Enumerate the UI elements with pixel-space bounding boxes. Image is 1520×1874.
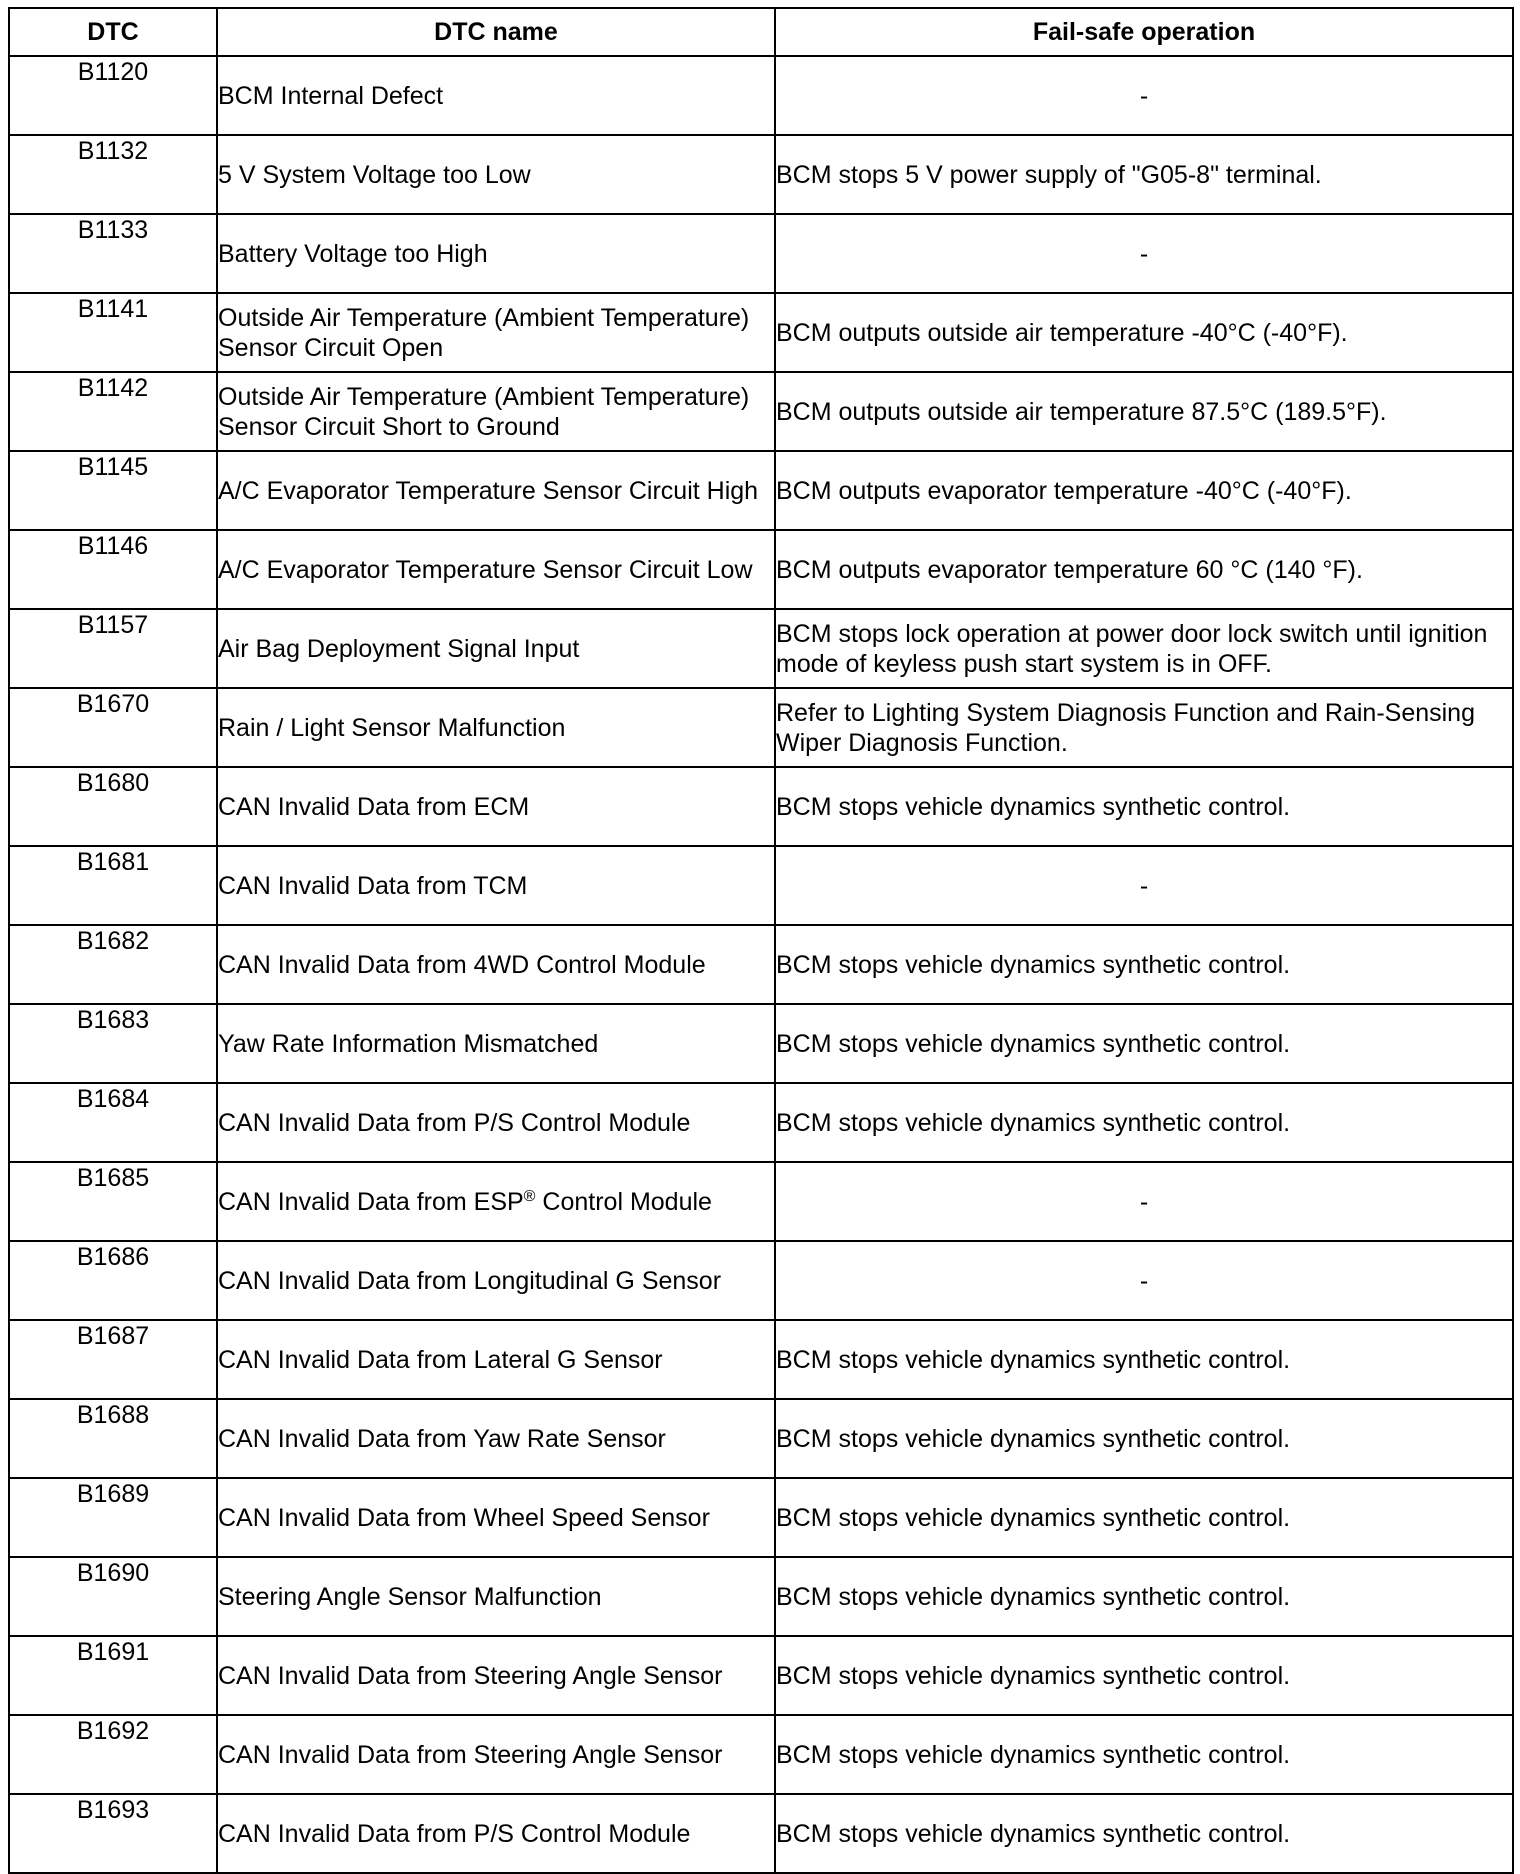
table-row <box>9 846 1513 925</box>
dtc-name-cell: CAN Invalid Data from 4WD Control Module <box>217 925 775 1004</box>
registered-mark: ® <box>523 1187 536 1205</box>
dtc-name-cell: CAN Invalid Data from Steering Angle Sensor <box>217 1636 775 1715</box>
table-header <box>9 8 1513 56</box>
dtc-code-cell: B1132 <box>9 135 217 214</box>
dtc-name-cell: Outside Air Temperature (Ambient Temperature) Sensor Circuit Open <box>217 293 775 372</box>
dtc-name-cell: Yaw Rate Information Mismatched <box>217 1004 775 1083</box>
fail-safe-cell: BCM stops vehicle dynamics synthetic control. <box>775 1004 1513 1083</box>
dtc-code-cell: B1120 <box>9 56 217 135</box>
table-row <box>9 530 1513 609</box>
table-row <box>9 1004 1513 1083</box>
dtc-code-cell: B1146 <box>9 530 217 609</box>
dtc-code-cell: B1690 <box>9 1557 217 1636</box>
dtc-code-cell: B1689 <box>9 1478 217 1557</box>
dtc-name-cell: CAN Invalid Data from ECM <box>217 767 775 846</box>
table-row <box>9 688 1513 767</box>
dtc-name-text-suffix: Control Module <box>535 1187 712 1216</box>
dtc-code-cell: B1688 <box>9 1399 217 1478</box>
dtc-code-cell: B1684 <box>9 1083 217 1162</box>
dtc-name-cell: 5 V System Voltage too Low <box>217 135 775 214</box>
fail-safe-cell: BCM outputs evaporator temperature -40°C (-40°F). <box>775 451 1513 530</box>
fail-safe-cell: BCM stops vehicle dynamics synthetic control. <box>775 1478 1513 1557</box>
dtc-name-cell: CAN Invalid Data from Yaw Rate Sensor <box>217 1399 775 1478</box>
fail-safe-cell: - <box>775 846 1513 925</box>
dtc-table <box>8 7 1514 1874</box>
dtc-name-cell: CAN Invalid Data from Longitudinal G Sensor <box>217 1241 775 1320</box>
table-row <box>9 1478 1513 1557</box>
dtc-name-cell: CAN Invalid Data from P/S Control Module <box>217 1794 775 1873</box>
table-row <box>9 1557 1513 1636</box>
dtc-name-cell: Outside Air Temperature (Ambient Temperature) Sensor Circuit Short to Ground <box>217 372 775 451</box>
dtc-name-cell: Battery Voltage too High <box>217 214 775 293</box>
fail-safe-cell: BCM stops vehicle dynamics synthetic control. <box>775 1794 1513 1873</box>
dtc-code-cell: B1691 <box>9 1636 217 1715</box>
dtc-code-cell: B1141 <box>9 293 217 372</box>
table-row <box>9 925 1513 1004</box>
header-dtc-name: DTC name <box>217 8 775 56</box>
dtc-code-cell: B1680 <box>9 767 217 846</box>
dtc-name-cell: A/C Evaporator Temperature Sensor Circuit Low <box>217 530 775 609</box>
fail-safe-cell: BCM stops vehicle dynamics synthetic control. <box>775 1636 1513 1715</box>
dtc-name-cell: CAN Invalid Data from P/S Control Module <box>217 1083 775 1162</box>
fail-safe-cell: BCM outputs evaporator temperature 60 °C (140 °F). <box>775 530 1513 609</box>
header-row <box>9 8 1513 56</box>
dtc-code-cell: B1157 <box>9 609 217 688</box>
fail-safe-cell: - <box>775 1241 1513 1320</box>
fail-safe-cell: BCM stops vehicle dynamics synthetic control. <box>775 1320 1513 1399</box>
table-row <box>9 135 1513 214</box>
dtc-code-cell: B1683 <box>9 1004 217 1083</box>
table-row <box>9 1320 1513 1399</box>
table-row <box>9 214 1513 293</box>
fail-safe-cell: BCM stops vehicle dynamics synthetic control. <box>775 1083 1513 1162</box>
table-row <box>9 1636 1513 1715</box>
table-row <box>9 1794 1513 1873</box>
fail-safe-cell: BCM stops lock operation at power door lock switch until ignition mode of keyless push start system is in OFF. <box>775 609 1513 688</box>
table-row <box>9 767 1513 846</box>
fail-safe-cell: BCM stops vehicle dynamics synthetic control. <box>775 1715 1513 1794</box>
table-row <box>9 372 1513 451</box>
dtc-name-cell: Rain / Light Sensor Malfunction <box>217 688 775 767</box>
dtc-code-cell: B1142 <box>9 372 217 451</box>
dtc-code-cell: B1145 <box>9 451 217 530</box>
fail-safe-cell: - <box>775 214 1513 293</box>
fail-safe-cell: - <box>775 56 1513 135</box>
fail-safe-cell: BCM stops vehicle dynamics synthetic control. <box>775 767 1513 846</box>
dtc-code-cell: B1685 <box>9 1162 217 1241</box>
header-dtc: DTC <box>9 8 217 56</box>
dtc-name-cell <box>217 1162 775 1241</box>
table-row <box>9 609 1513 688</box>
dtc-code-cell: B1681 <box>9 846 217 925</box>
fail-safe-cell: BCM outputs outside air temperature -40°C (-40°F). <box>775 293 1513 372</box>
dtc-name-cell: Air Bag Deployment Signal Input <box>217 609 775 688</box>
dtc-name-cell: CAN Invalid Data from TCM <box>217 846 775 925</box>
fail-safe-cell: - <box>775 1162 1513 1241</box>
table-row <box>9 1715 1513 1794</box>
dtc-code-cell: B1692 <box>9 1715 217 1794</box>
dtc-code-cell: B1682 <box>9 925 217 1004</box>
dtc-name-cell: A/C Evaporator Temperature Sensor Circuit High <box>217 451 775 530</box>
dtc-name-cell: CAN Invalid Data from Wheel Speed Sensor <box>217 1478 775 1557</box>
dtc-name-text: CAN Invalid Data from ESP <box>218 1187 524 1216</box>
fail-safe-cell: Refer to Lighting System Diagnosis Function and Rain-Sensing Wiper Diagnosis Function. <box>775 688 1513 767</box>
table-body <box>9 56 1513 1873</box>
table-row <box>9 293 1513 372</box>
dtc-code-cell: B1693 <box>9 1794 217 1873</box>
dtc-name-cell: BCM Internal Defect <box>217 56 775 135</box>
dtc-code-cell: B1686 <box>9 1241 217 1320</box>
fail-safe-cell: BCM stops vehicle dynamics synthetic control. <box>775 925 1513 1004</box>
dtc-name-cell: Steering Angle Sensor Malfunction <box>217 1557 775 1636</box>
dtc-code-cell: B1133 <box>9 214 217 293</box>
dtc-code-cell: B1687 <box>9 1320 217 1399</box>
table-row <box>9 1241 1513 1320</box>
table-row <box>9 56 1513 135</box>
table-row <box>9 1399 1513 1478</box>
dtc-name-cell: CAN Invalid Data from Lateral G Sensor <box>217 1320 775 1399</box>
dtc-name-cell: CAN Invalid Data from Steering Angle Sensor <box>217 1715 775 1794</box>
table-row <box>9 1083 1513 1162</box>
fail-safe-cell: BCM stops vehicle dynamics synthetic control. <box>775 1399 1513 1478</box>
fail-safe-cell: BCM stops vehicle dynamics synthetic control. <box>775 1557 1513 1636</box>
header-fail-safe: Fail-safe operation <box>775 8 1513 56</box>
dtc-code-cell: B1670 <box>9 688 217 767</box>
fail-safe-cell: BCM stops 5 V power supply of "G05-8" terminal. <box>775 135 1513 214</box>
table-row <box>9 1162 1513 1241</box>
table-row <box>9 451 1513 530</box>
fail-safe-cell: BCM outputs outside air temperature 87.5°C (189.5°F). <box>775 372 1513 451</box>
